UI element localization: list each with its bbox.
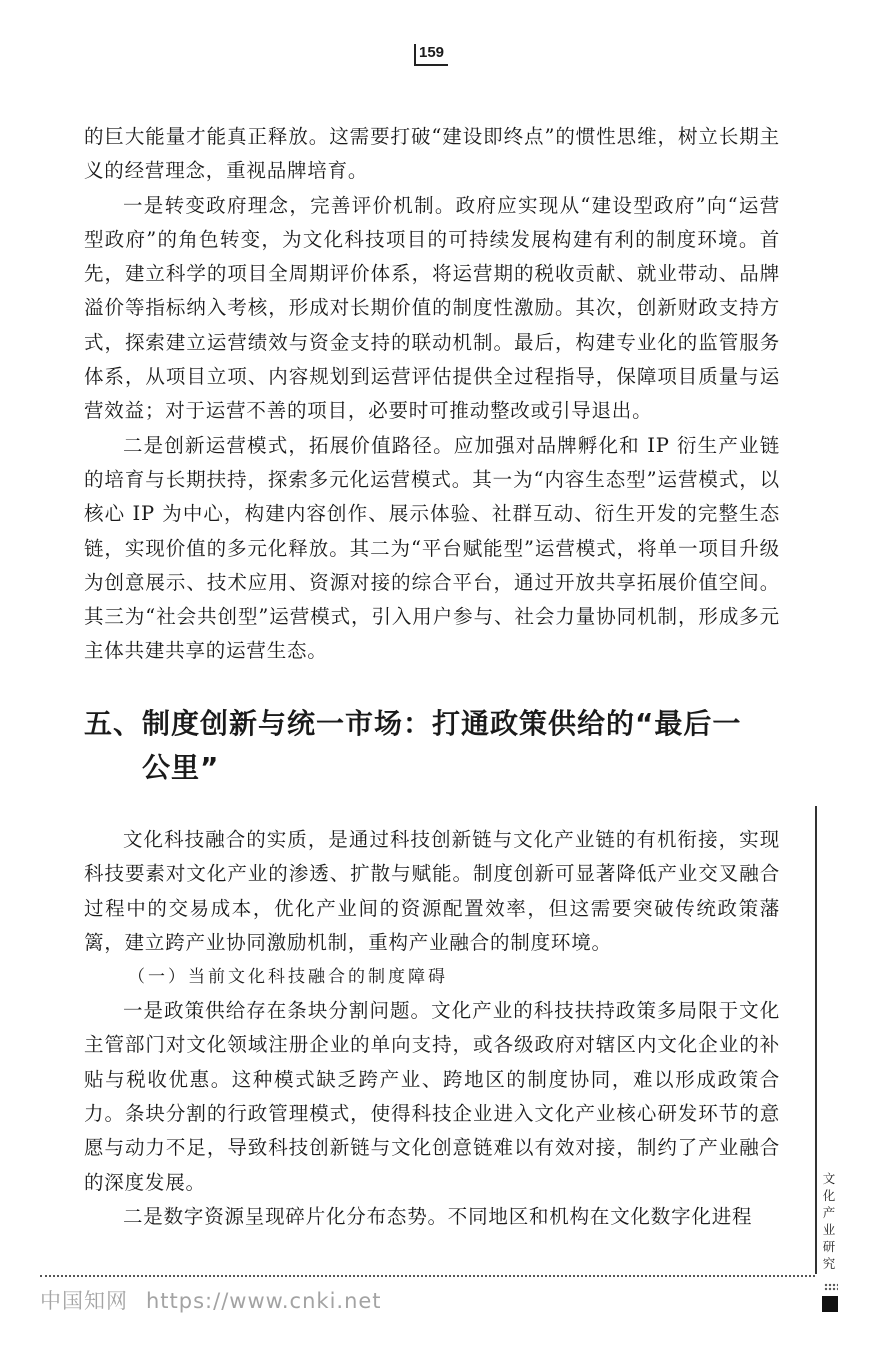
- footer-dotted-rule: [40, 1275, 815, 1277]
- watermark-url: https://www.cnki.net: [146, 1289, 382, 1313]
- body-block-bottom: [84, 823, 780, 1234]
- cnki-watermark: [40, 1285, 382, 1315]
- paragraph-intro: 文化科技融合的实质，是通过科技创新链与文化产业链的有机衔接，实现科技要素对文化产业的渗透、扩散与赋能。制度创新可显著降低产业交叉融合过程中的交易成本，优化产业间的资源配置效率，但这需要突破传统政策藩篱，建立跨产业协同激励机制，重构产业融合的制度环境。: [84, 828, 780, 954]
- paragraph-digital-resources: 二是数字资源呈现碎片化分布态势。不同地区和机构在文化数字化进程: [123, 1204, 753, 1228]
- section-heading-line2: 公里”: [142, 751, 220, 784]
- paragraph-operation-mode: 二是创新运营模式，拓展价值路径。应加强对品牌孵化和 IP 衍生产业链的培育与长期扶持，探索多元化运营模式。其一为“内容生态型”运营模式，以核心 IP 为中心，构建内容创作、展示体验、社群互动、衍生开发的完整生态链，实现价值的多元化释放。其二为“平台赋能型”运营模式，将单一项目升级为创意展示、技术应用、资源对接的综合平台，通过开放共享拓展价值空间。其三为“社会共创型”运营模式，引入用户参与、社会力量协同机制，形成多元主体共建共享的运营生态。: [84, 433, 780, 663]
- watermark-brand: 中国知网: [40, 1289, 128, 1313]
- section-heading-line1: 五、制度创新与统一市场：打通政策供给的“最后一: [84, 707, 742, 740]
- paragraph-policy-supply: 一是政策供给存在条块分割问题。文化产业的科技扶持政策多局限于文化主管部门对文化领域注册企业的单向支持，或各级政府对辖区内文化企业的补贴与税收优惠。这种模式缺乏跨产业、跨地区的制度协同，难以形成政策合力。条块分割的行政管理模式，使得科技企业进入文化产业核心研发环节的意愿与动力不足，导致科技创新链与文化创意链难以有效对接，制约了产业融合的深度发展。: [84, 999, 780, 1194]
- corner-dots: [824, 1283, 838, 1291]
- corner-square-mark: [822, 1296, 838, 1312]
- body-block-top: [84, 120, 780, 669]
- paragraph-continuation: 的巨大能量才能真正释放。这需要打破“建设即终点”的惯性思维，树立长期主义的经营理念，重视品牌培育。: [84, 125, 780, 183]
- subsection-heading: （一）当前文化科技融合的制度障碍: [128, 967, 448, 988]
- paragraph-evaluation: 一是转变政府理念，完善评价机制。政府应实现从“建设型政府”向“运营型政府”的角色转变，为文化科技项目的可持续发展构建有利的制度环境。首先，建立科学的项目全周期评价体系，将运营期的税收贡献、就业带动、品牌溢价等指标纳入考核，形成对长期价值的制度性激励。其次，创新财政支持方式，探索建立运营绩效与资金支持的联动机制。最后，构建专业化的监管服务体系，从项目立项、内容规划到运营评估提供全过程指导，保障项目质量与运营效益；对于运营不善的项目，必要时可推动整改或引导退出。: [84, 193, 780, 423]
- page-number: 159: [414, 44, 448, 66]
- section-heading: [84, 702, 784, 790]
- journal-side-label: 文化产业研究: [822, 1171, 836, 1271]
- side-rule: [815, 806, 817, 1274]
